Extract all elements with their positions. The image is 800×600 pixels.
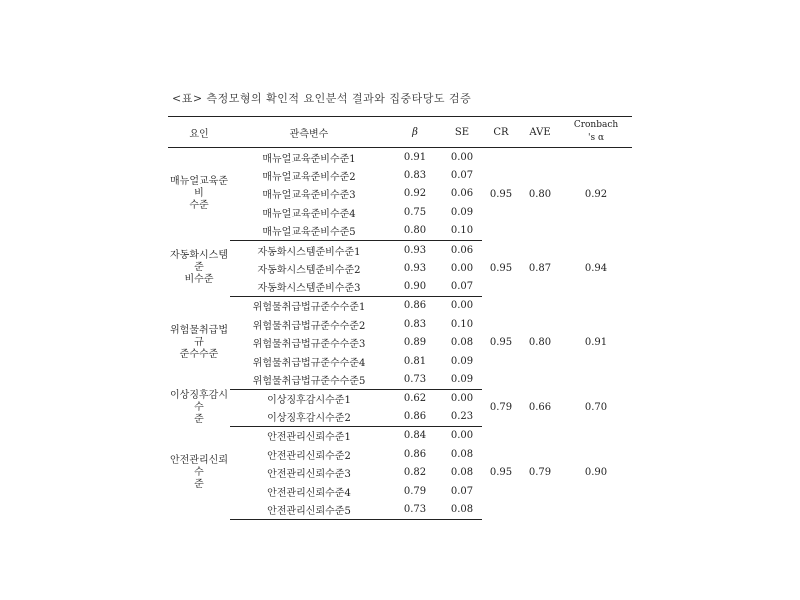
observed-variable-cell: 이상징후감시수준2 (230, 408, 388, 427)
observed-variable-cell: 안전관리신뢰수준5 (230, 501, 388, 520)
beta-cell: 0.79 (403, 485, 427, 497)
observed-variable-cell: 위험물취급법규준수수준3 (252, 339, 366, 351)
table-row (168, 389, 632, 408)
factor-name-cell (168, 148, 230, 241)
beta-cell: 0.62 (403, 393, 427, 405)
beta-cell: 0.75 (403, 207, 427, 219)
observed-variable-cell: 안전관리신뢰수준4 (267, 487, 351, 499)
header-cr: CR (482, 117, 520, 148)
header-cronbach-line1: Cronbach (573, 120, 619, 130)
observed-variable-cell: 매뉴얼교육준비수준2 (262, 171, 356, 183)
beta-cell: 0.84 (403, 430, 427, 442)
beta-cell: 0.93 (403, 262, 427, 274)
observed-variable-cell: 위험물취급법규준수수준4 (252, 357, 366, 369)
cr-cell: 0.95 (489, 467, 513, 479)
beta-cell: 0.83 (403, 169, 427, 181)
cfa-results-table (168, 116, 632, 520)
cronbach-alpha-cell: 0.90 (584, 467, 608, 479)
beta-cell: 0.86 (403, 448, 427, 460)
observed-variable-cell: 위험물취급법규준수수준2 (252, 320, 366, 332)
observed-variable-cell: 위험물취급법규준수수준1 (252, 302, 366, 314)
cr-cell: 0.95 (489, 188, 513, 200)
table-row (168, 426, 632, 445)
observed-variable-cell: 위험물취급법규준수수준5 (230, 371, 388, 390)
header-cronbach-line2: 's α (587, 133, 605, 143)
beta-cell: 0.91 (403, 151, 427, 163)
header-cronbach-alpha (560, 117, 632, 148)
beta-cell: 0.81 (403, 355, 427, 367)
header-variable: 관측변수 (230, 117, 388, 148)
factor-name-line: 안전관리신뢰수 (170, 454, 228, 478)
beta-cell: 0.92 (403, 188, 427, 200)
header-se: SE (442, 117, 482, 148)
se-cell: 0.08 (442, 501, 482, 520)
se-cell: 0.06 (450, 244, 474, 256)
observed-variable-cell: 안전관리신뢰수준1 (267, 432, 351, 444)
factor-name-cell (168, 389, 230, 426)
beta-cell: 0.83 (403, 318, 427, 330)
beta-cell: 0.82 (403, 467, 427, 479)
observed-variable-cell: 자동화시스템준비수준3 (230, 278, 388, 297)
se-cell: 0.00 (450, 393, 474, 405)
se-cell: 0.09 (442, 371, 482, 390)
se-cell: 0.10 (442, 222, 482, 241)
ave-cell: 0.79 (528, 467, 552, 479)
factor-name-line: 매뉴얼교육준비 (170, 176, 228, 200)
se-cell: 0.08 (450, 448, 474, 460)
factor-name-cell (168, 426, 230, 519)
table-caption: <표> 측정모형의 확인적 요인분석 결과와 집중타당도 검증 (172, 92, 472, 105)
observed-variable-cell: 안전관리신뢰수준3 (267, 469, 351, 481)
cronbach-alpha-cell: 0.94 (584, 262, 608, 274)
beta-cell: 0.73 (388, 371, 442, 390)
observed-variable-cell: 매뉴얼교육준비수준1 (262, 153, 356, 165)
table-row (168, 148, 632, 167)
factor-name-line: 준수수준 (179, 348, 219, 360)
observed-variable-cell: 안전관리신뢰수준2 (267, 450, 351, 462)
se-cell: 0.00 (450, 262, 474, 274)
cr-cell: 0.95 (489, 337, 513, 349)
factor-name-cell (168, 240, 230, 296)
cronbach-alpha-cell: 0.70 (584, 402, 608, 414)
factor-name-line: 이상징후감시수 (170, 389, 228, 413)
observed-variable-cell: 자동화시스템준비수준2 (257, 264, 361, 276)
table-header (168, 117, 632, 148)
se-cell: 0.07 (450, 485, 474, 497)
beta-cell: 0.73 (388, 501, 442, 520)
se-cell: 0.23 (442, 408, 482, 427)
beta-cell: 0.89 (403, 337, 427, 349)
factor-name-line: 수준 (189, 200, 209, 212)
beta-cell: 0.80 (388, 222, 442, 241)
factor-name-line: 준 (194, 478, 204, 490)
se-cell: 0.00 (450, 151, 474, 163)
beta-cell: 0.86 (388, 408, 442, 427)
observed-variable-cell: 매뉴얼교육준비수준5 (230, 222, 388, 241)
factor-name-line: 준 (194, 413, 204, 425)
cr-cell: 0.79 (489, 402, 513, 414)
beta-cell: 0.90 (388, 278, 442, 297)
header-row (168, 117, 632, 148)
header-beta: β (388, 117, 442, 148)
factor-name-cell (168, 296, 230, 389)
se-cell: 0.09 (450, 207, 474, 219)
ave-cell: 0.80 (528, 188, 552, 200)
cronbach-alpha-cell: 0.91 (584, 337, 608, 349)
factor-name-line: 자동화시스템준 (170, 250, 228, 274)
ave-cell: 0.66 (528, 402, 552, 414)
se-cell: 0.00 (450, 300, 474, 312)
beta-cell: 0.86 (403, 300, 427, 312)
se-cell: 0.07 (442, 278, 482, 297)
table-body (168, 148, 632, 520)
observed-variable-cell: 자동화시스템준비수준1 (257, 246, 361, 258)
se-cell: 0.08 (450, 337, 474, 349)
factor-name-line: 비수준 (184, 274, 214, 286)
table-row (168, 296, 632, 315)
observed-variable-cell: 이상징후감시수준1 (267, 395, 351, 407)
cr-cell: 0.95 (489, 262, 513, 274)
header-ave: AVE (520, 117, 560, 148)
ave-cell: 0.80 (528, 337, 552, 349)
se-cell: 0.08 (450, 467, 474, 479)
table-row (168, 240, 632, 259)
beta-cell: 0.93 (403, 244, 427, 256)
observed-variable-cell: 매뉴얼교육준비수준4 (262, 209, 356, 221)
se-cell: 0.09 (450, 355, 474, 367)
se-cell: 0.06 (450, 188, 474, 200)
observed-variable-cell: 매뉴얼교육준비수준3 (262, 190, 356, 202)
factor-name-line: 위험물취급법규 (170, 324, 228, 348)
cronbach-alpha-cell: 0.92 (584, 188, 608, 200)
se-cell: 0.00 (450, 430, 474, 442)
se-cell: 0.07 (450, 169, 474, 181)
se-cell: 0.10 (450, 318, 474, 330)
ave-cell: 0.87 (528, 262, 552, 274)
header-factor: 요인 (168, 117, 230, 148)
